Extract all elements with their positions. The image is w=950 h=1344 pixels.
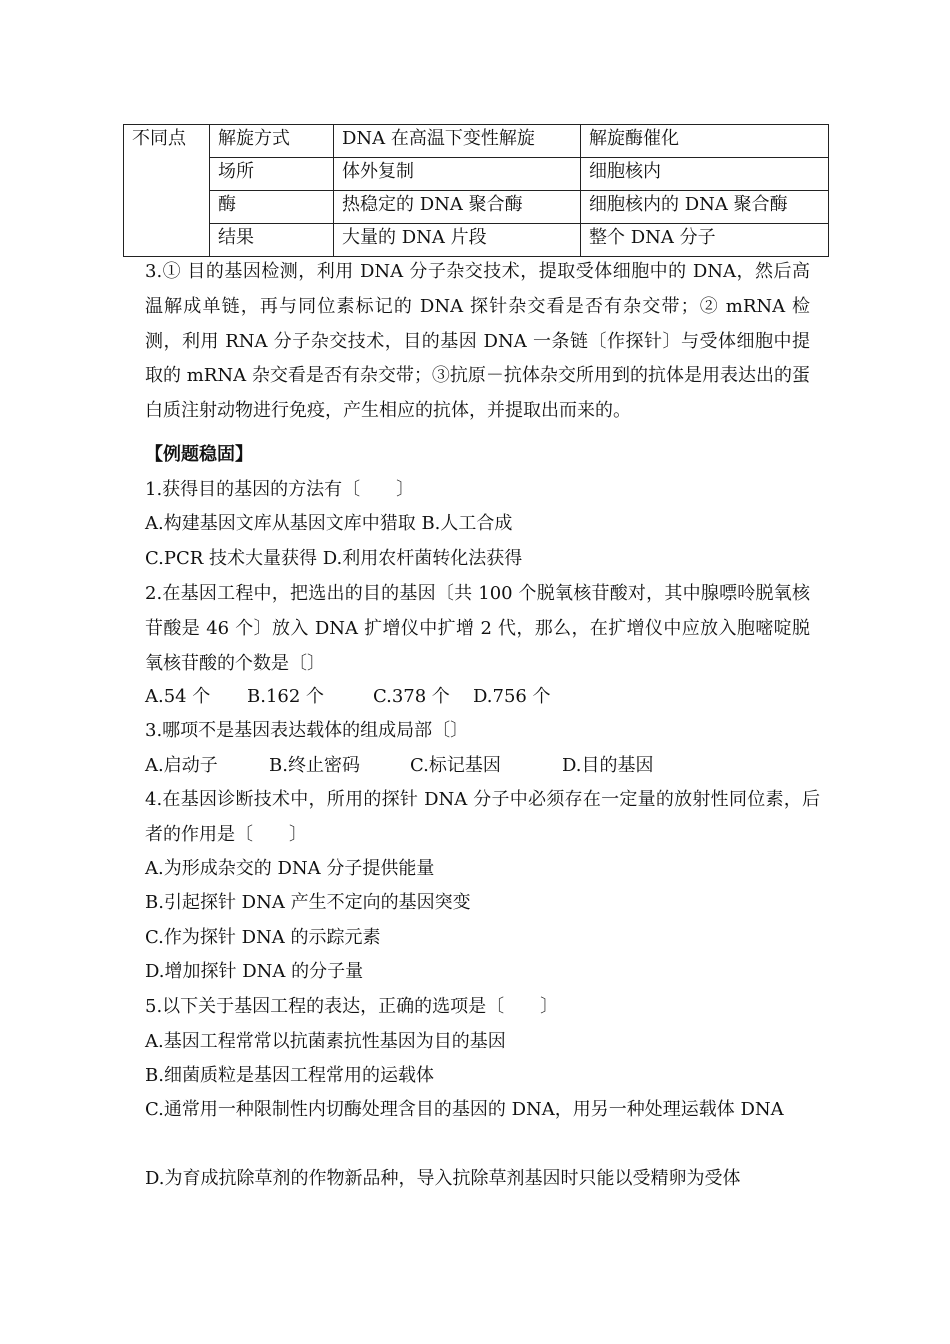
table-cell: 体外复制 xyxy=(334,158,581,191)
table-cell: 热稳定的 DNA 聚合酶 xyxy=(334,191,581,224)
table-cell: 解旋酶催化 xyxy=(581,125,829,158)
table-row-header: 不同点 xyxy=(124,125,210,257)
question-2-options xyxy=(145,680,825,714)
option-a: A.54 个 xyxy=(145,686,211,707)
table-cell: 酶 xyxy=(210,191,334,224)
option-c: C.378 个 xyxy=(373,686,450,707)
question-3-stem: 3.哪项不是基因表达载体的组成局部〔〕 xyxy=(145,720,469,741)
table-cell: 大量的 DNA 片段 xyxy=(334,224,581,257)
option-c: C.标记基因 xyxy=(410,755,501,776)
question-5-option-b: B.细菌质粒是基因工程常用的运载体 xyxy=(145,1065,434,1086)
question-5-option-d: D.为育成抗除草剂的作物新品种，导入抗除草剂基因时只能以受精卵为受体 xyxy=(145,1168,741,1189)
table-row xyxy=(124,158,829,191)
table-cell: 细胞核内的 DNA 聚合酶 xyxy=(581,191,829,224)
option-a: A.启动子 xyxy=(145,755,218,776)
question-5-stem: 5.以下关于基因工程的表达，正确的选项是〔 〕 xyxy=(145,996,559,1017)
table-row xyxy=(124,191,829,224)
question-4-option-d: D.增加探针 DNA 的分子量 xyxy=(145,961,364,982)
option-b: B.162 个 xyxy=(247,686,325,707)
question-5-option-a: A.基因工程常常以抗菌素抗性基因为目的基因 xyxy=(145,1031,506,1052)
table-cell: 细胞核内 xyxy=(581,158,829,191)
question-2-stem: 2.在基因工程中，把选出的目的基因〔共 100 个脱氧核苷酸对，其中腺嘌呤脱氧核苷酸是 46 个〕放入 DNA 扩增仪中扩增 2 代，那么，在扩增仪中应放入胞嘧啶脱氧核苷酸的个数是〔〕 xyxy=(145,583,810,674)
option-d: D.目的基因 xyxy=(562,755,654,776)
option-b: B.终止密码 xyxy=(269,755,360,776)
question-5-option-c: C.通常用一种限制性内切酶处理含目的基因的 DNA，用另一种处理运载体 DNA xyxy=(145,1099,784,1120)
question-1-options-line-1: A.构建基因文库从基因文库中猎取 B.人工合成 xyxy=(145,513,513,534)
table-cell: 结果 xyxy=(210,224,334,257)
table-cell: DNA 在高温下变性解旋 xyxy=(334,125,581,158)
comparison-table xyxy=(123,124,829,257)
table-row xyxy=(124,125,829,158)
table-cell: 整个 DNA 分子 xyxy=(581,224,829,257)
table-cell: 解旋方式 xyxy=(210,125,334,158)
section-title: 【例题稳固】 xyxy=(145,444,253,465)
option-d: D.756 个 xyxy=(473,686,551,707)
question-3-options xyxy=(145,749,825,783)
question-1-stem: 1.获得目的基因的方法有〔 〕 xyxy=(145,479,415,500)
question-4-stem: 4.在基因诊断技术中，所用的探针 DNA 分子中必须存在一定量的放射性同位素，后者的作用是〔 〕 xyxy=(145,789,820,845)
question-1-options-line-2: C.PCR 技术大量获得 D.利用农杆菌转化法获得 xyxy=(145,548,523,569)
detection-methods-paragraph: 3.① 目的基因检测，利用 DNA 分子杂交技术，提取受体细胞中的 DNA，然后高温解成单链，再与同位素标记的 DNA 探针杂交看是否有杂交带；② mRNA 检测，利用 RNA 分子杂交技术，目的基因 DNA 一条链〔作探针〕与受体细胞中提取的 mRNA 杂交看是否有杂交带；③抗原－抗体杂交所用到的抗体是用表达出的蛋白质注射动物进行免疫，产生相应的抗体，并提取出而来的。 xyxy=(145,261,810,422)
table-cell: 场所 xyxy=(210,158,334,191)
question-4-option-a: A.为形成杂交的 DNA 分子提供能量 xyxy=(145,858,435,879)
question-4-option-b: B.引起探针 DNA 产生不定向的基因突变 xyxy=(145,892,471,913)
table-row xyxy=(124,224,829,257)
question-4-option-c: C.作为探针 DNA 的示踪元素 xyxy=(145,927,381,948)
